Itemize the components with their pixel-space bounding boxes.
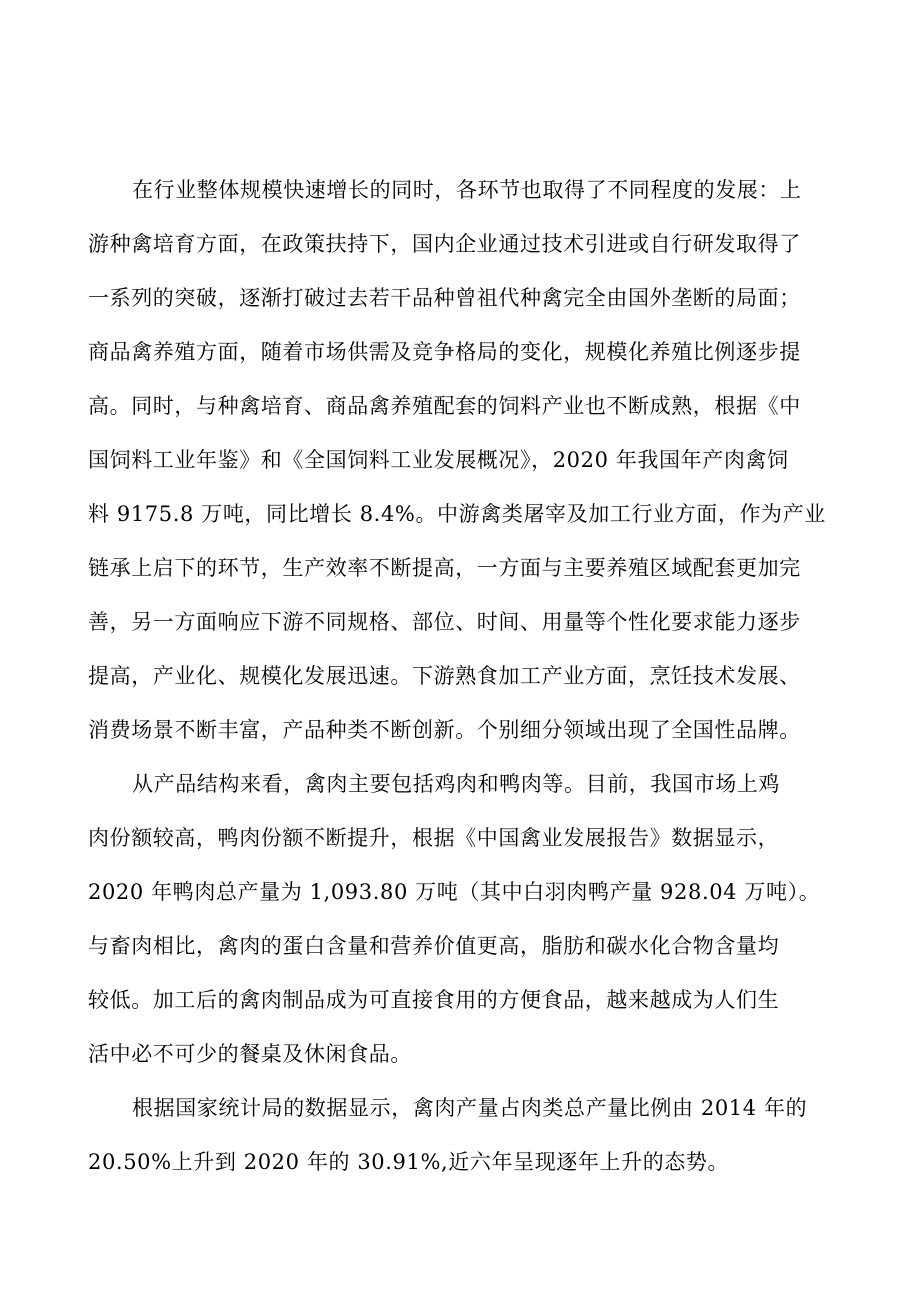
text-line: 从产品结构来看，禽肉主要包括鸡肉和鸭肉等。目前，我国市场上鸡 [132,772,780,796]
text-line: 2020 年鸭肉总产量为 1,093.80 万吨（其中白羽肉鸭产量 928.04 万吨）。 [88,880,821,904]
text-line: 较低。加工后的禽肉制品成为可直接食用的方便食品，越来越成为人们生 [88,988,780,1012]
text-line: 消费场景不断丰富，产品种类不断创新。个别细分领域出现了全国性品牌。 [88,718,801,742]
text-line: 肉份额较高，鸭肉份额不断提升，根据《中国禽业发展报告》数据显示， [88,826,780,850]
text-line: 在行业整体规模快速增长的同时，各环节也取得了不同程度的发展：上 [132,178,802,202]
text-line: 善，另一方面响应下游不同规格、部位、时间、用量等个性化要求能力逐步 [88,610,801,634]
text-line: 国饲料工业年鉴》和《全国饲料工业发展概况》，2020 年我国年产肉禽饲 [88,448,789,472]
text-line: 提高，产业化、规模化发展迅速。下游熟食加工产业方面，烹饪技术发展、 [88,664,801,688]
text-line: 根据国家统计局的数据显示，禽肉产量占肉类总产量比例由 2014 年的 [132,1096,808,1120]
text-line: 料 9175.8 万吨，同比增长 8.4%。中游禽类屠宰及加工行业方面，作为产业 [88,502,826,526]
text-line: 高。同时，与种禽培育、商品禽养殖配套的饲料产业也不断成熟，根据《中 [88,394,801,418]
text-line: 与畜肉相比，禽肉的蛋白含量和营养价值更高，脂肪和碳水化合物含量均 [88,934,780,958]
text-line: 活中必不可少的餐桌及休闲食品。 [88,1042,412,1066]
text-line: 20.50%上升到 2020 年的 30.91%,近六年呈现逐年上升的态势。 [88,1150,730,1174]
text-line: 链承上启下的环节，生产效率不断提高，一方面与主要养殖区域配套更加完 [88,556,801,580]
text-line: 商品禽养殖方面，随着市场供需及竞争格局的变化，规模化养殖比例逐步提 [88,340,801,364]
text-line: 游种禽培育方面，在政策扶持下，国内企业通过技术引进或自行研发取得了 [88,232,801,256]
text-line: 一系列的突破，逐渐打破过去若干品种曾祖代种禽完全由国外垄断的局面； [88,286,801,310]
